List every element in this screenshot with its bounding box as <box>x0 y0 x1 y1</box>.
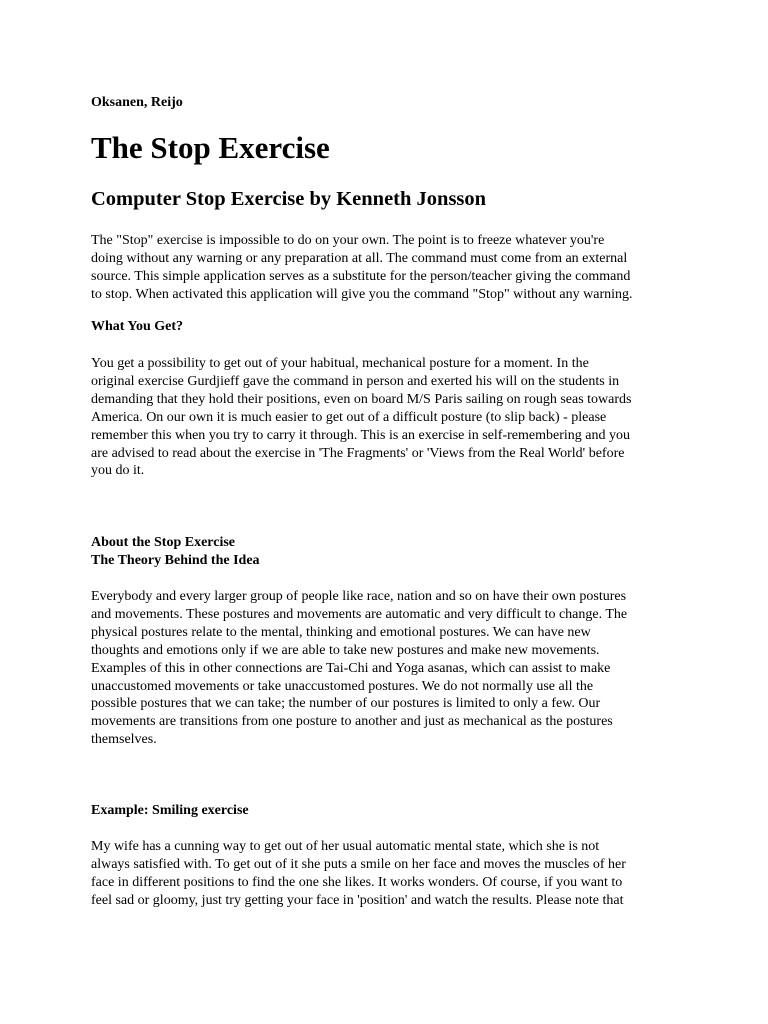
intro-line: source. This simple application serves as a substitute for the person/teacher giving the command <box>91 268 631 284</box>
what-you-get-heading: What You Get? <box>91 319 184 334</box>
theory-paragraph <box>91 588 683 749</box>
about-heading: About the Stop Exercise <box>91 535 236 550</box>
theory-line: movements are transitions from one posture to another and just as mechanical as the postures <box>91 714 613 730</box>
theory-line: and movements. These postures and movements are automatic and very difficult to change. The <box>91 606 628 622</box>
what-line: you do it. <box>91 463 145 479</box>
what-line: are advised to read about the exercise in 'The Fragments' or 'Views from the Real World' before <box>91 445 625 461</box>
what-line: America. On our own it is much easier to get out of a difficult posture (to slip back) - please <box>91 409 607 425</box>
what-line: demanding that they hold their positions, even on board M/S Paris sailing on rough seas towards <box>91 391 632 407</box>
example-line: feel sad or gloomy, just try getting your face in 'position' and watch the results. Please note that <box>91 892 624 908</box>
theory-line: physical postures relate to the mental, thinking and emotional postures. We can have new <box>91 624 591 640</box>
what-line: You get a possibility to get out of your habitual, mechanical posture for a moment. In the <box>91 356 589 371</box>
example-line: face in different positions to find the one she likes. It works wonders. Of course, if you want to <box>91 874 623 890</box>
what-line: original exercise Gurdjieff gave the command in person and exerted his will on the students in <box>91 373 620 389</box>
theory-line: themselves. <box>91 732 157 748</box>
intro-line: The "Stop" exercise is impossible to do on your own. The point is to freeze whatever you're <box>91 233 605 248</box>
what-line: remember this when you try to carry it through. This is an exercise in self-remembering and you <box>91 427 630 443</box>
about-section-heading <box>91 534 260 570</box>
intro-line: doing without any warning or any preparation at all. The command must come from an external <box>91 250 628 266</box>
theory-line: Everybody and every larger group of people like race, nation and so on have their own postures <box>91 589 627 604</box>
example-paragraph <box>91 838 683 910</box>
author-name: Oksanen, Reijo <box>91 95 183 110</box>
intro-paragraph <box>91 232 683 304</box>
theory-line: Examples of this in other connections are Tai-Chi and Yoga asanas, which can assist to make <box>91 660 611 676</box>
theory-line: unaccustomed movements or take unaccustomed postures. We do not normally use all the <box>91 678 594 694</box>
document-title: The Stop Exercise <box>91 130 330 165</box>
example-line: always satisfied with. To get out of it she puts a smile on her face and moves the muscles of her <box>91 856 626 872</box>
document-subtitle: Computer Stop Exercise by Kenneth Jonsson <box>91 188 487 210</box>
theory-line: possible postures that we can take; the number of our postures is limited to only a few. Our <box>91 696 601 712</box>
theory-heading: The Theory Behind the Idea <box>91 552 260 568</box>
theory-line: thoughts and emotions only if we are able to take new postures and make new movements. <box>91 642 600 658</box>
what-you-get-paragraph <box>91 355 683 480</box>
example-line: My wife has a cunning way to get out of her usual automatic mental state, which she is not <box>91 839 600 854</box>
example-heading: Example: Smiling exercise <box>91 803 249 818</box>
intro-line: to stop. When activated this application will give you the command "Stop" without any warning. <box>91 286 633 302</box>
